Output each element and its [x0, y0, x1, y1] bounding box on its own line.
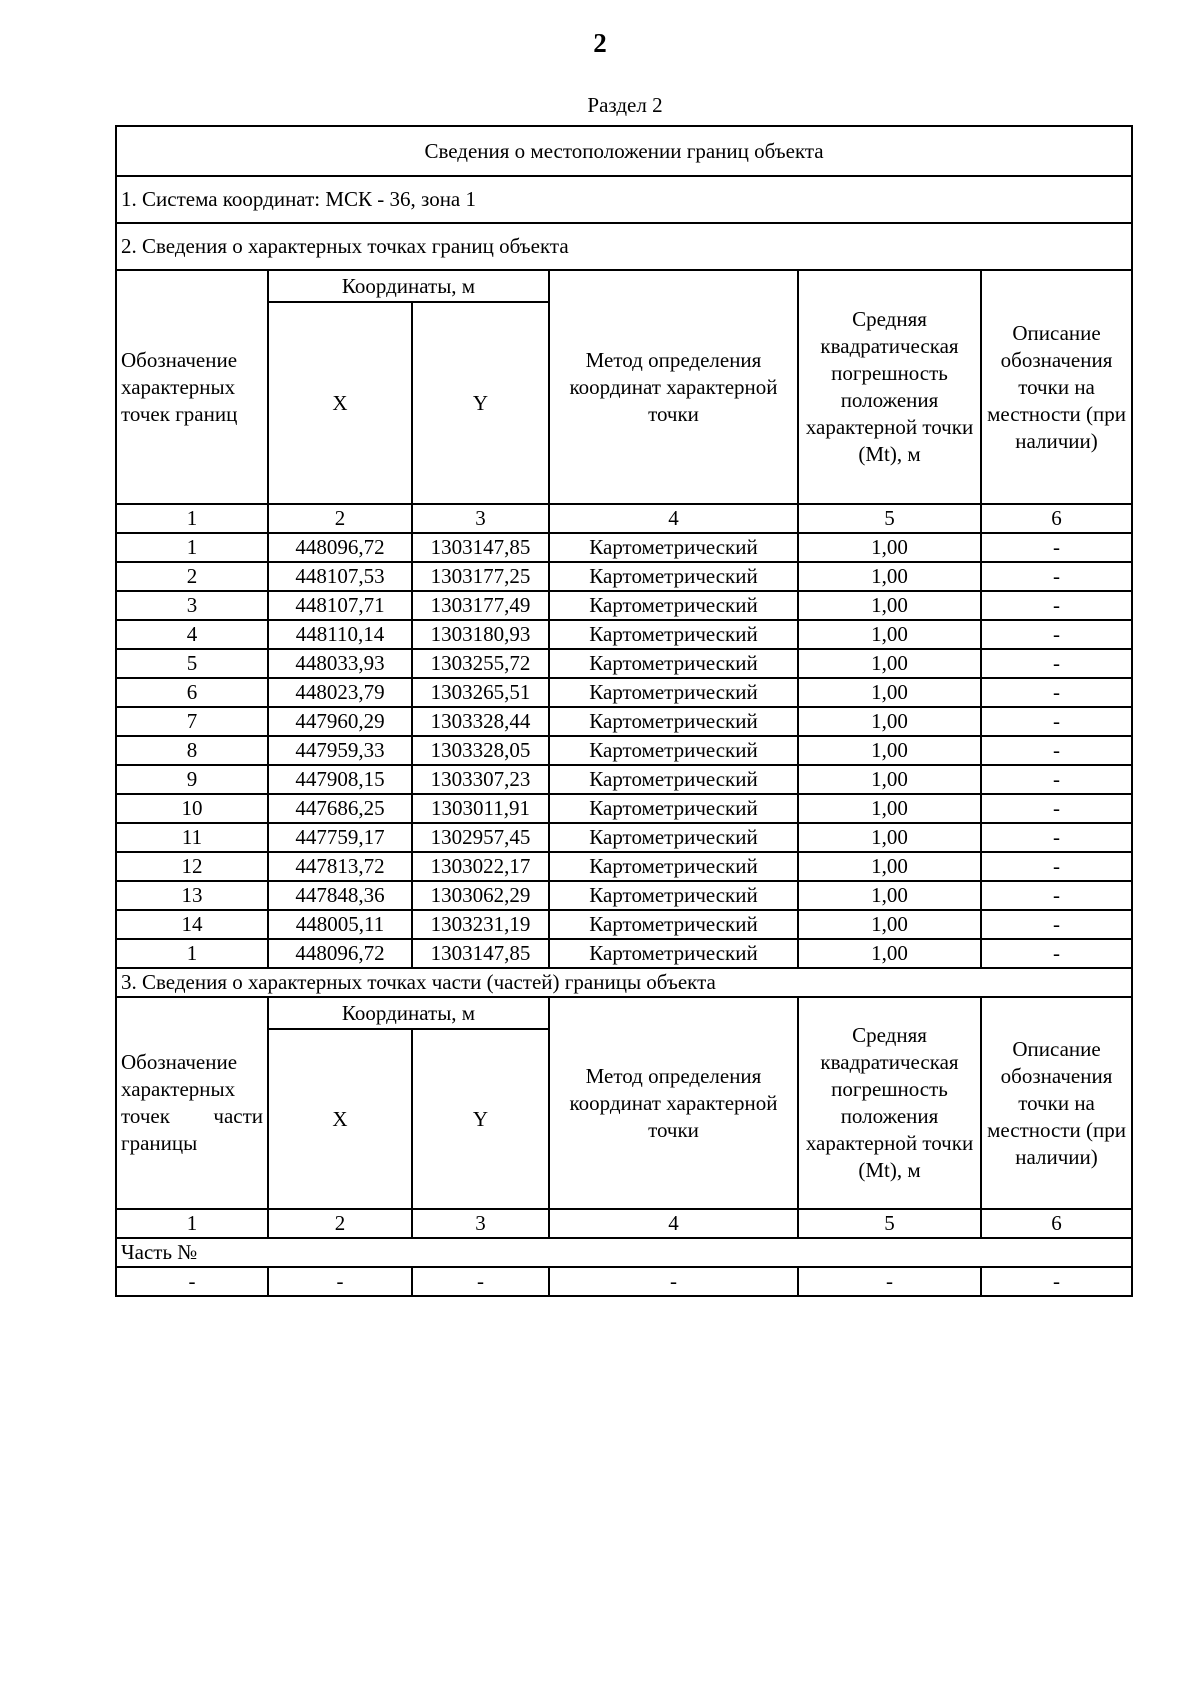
- s2-cell: 1303177,49: [412, 591, 549, 620]
- s2-header-description: Описание обозначения точки на местности (при наличии): [981, 270, 1132, 504]
- table-row: [116, 852, 1132, 881]
- section3-title: 3. Сведения о характерных точках части (частей) границы объекта: [116, 968, 1132, 997]
- s2-cell: Картометрический: [549, 649, 798, 678]
- s3-cell: -: [981, 1267, 1132, 1296]
- table-row: [116, 881, 1132, 910]
- s2-cell: 448005,11: [268, 910, 412, 939]
- table-row: [116, 736, 1132, 765]
- page-number: 2: [593, 28, 607, 58]
- s2-cell: -: [981, 678, 1132, 707]
- s2-cell: 1,00: [798, 562, 981, 591]
- s2-cell: 12: [116, 852, 268, 881]
- s2-cell: 1303011,91: [412, 794, 549, 823]
- s2-header-coordinates: Координаты, м: [268, 270, 549, 302]
- s2-cell: 1,00: [798, 649, 981, 678]
- s2-cell: Картометрический: [549, 910, 798, 939]
- table-row: [116, 765, 1132, 794]
- s2-cell: 1303328,44: [412, 707, 549, 736]
- s2-cell: 11: [116, 823, 268, 852]
- s2-cell: 1,00: [798, 591, 981, 620]
- s2-cell: 1303147,85: [412, 939, 549, 968]
- s2-cell: 1: [116, 939, 268, 968]
- s2-colnum-2: 2: [268, 504, 412, 533]
- s2-cell: -: [981, 939, 1132, 968]
- s3-colnum-6: 6: [981, 1209, 1132, 1238]
- s2-cell: Картометрический: [549, 591, 798, 620]
- s2-cell: 447959,33: [268, 736, 412, 765]
- s3-header-error: Средняя квадратическая погрешность положения характерной точки (Mt), м: [798, 997, 981, 1209]
- s2-cell: 1,00: [798, 939, 981, 968]
- s2-cell: 447686,25: [268, 794, 412, 823]
- s2-cell: Картометрический: [549, 823, 798, 852]
- s2-cell: 13: [116, 881, 268, 910]
- s2-colnum-5: 5: [798, 504, 981, 533]
- s2-cell: -: [981, 591, 1132, 620]
- s2-cell: 2: [116, 562, 268, 591]
- s2-cell: 1303180,93: [412, 620, 549, 649]
- table-row: [116, 678, 1132, 707]
- s2-cell: Картометрический: [549, 707, 798, 736]
- s2-cell: 1,00: [798, 533, 981, 562]
- s2-cell: 448096,72: [268, 939, 412, 968]
- table-row: [116, 649, 1132, 678]
- s2-cell: 5: [116, 649, 268, 678]
- s2-cell: 447759,17: [268, 823, 412, 852]
- s2-cell: 1,00: [798, 620, 981, 649]
- s2-cell: 1,00: [798, 707, 981, 736]
- table-row: [116, 1267, 1132, 1296]
- s2-cell: -: [981, 707, 1132, 736]
- s2-cell: 447813,72: [268, 852, 412, 881]
- table-row: [116, 591, 1132, 620]
- table-row: [116, 533, 1132, 562]
- s3-colnum-5: 5: [798, 1209, 981, 1238]
- s3-cell: -: [268, 1267, 412, 1296]
- s2-cell: Картометрический: [549, 765, 798, 794]
- s2-cell: 448023,79: [268, 678, 412, 707]
- s2-cell: 1303265,51: [412, 678, 549, 707]
- s2-header-x: X: [268, 302, 412, 504]
- s2-cell: Картометрический: [549, 939, 798, 968]
- s3-part-label: Часть №: [116, 1238, 1132, 1267]
- s2-cell: 1: [116, 533, 268, 562]
- s3-header-description: Описание обозначения точки на местности (при наличии): [981, 997, 1132, 1209]
- table-row: [116, 707, 1132, 736]
- s2-cell: -: [981, 533, 1132, 562]
- s2-cell: 4: [116, 620, 268, 649]
- coordinate-system: 1. Система координат: МСК - 36, зона 1: [116, 176, 1132, 223]
- s3-colnum-1: 1: [116, 1209, 268, 1238]
- s2-colnum-1: 1: [116, 504, 268, 533]
- s2-cell: 448107,71: [268, 591, 412, 620]
- table-row: [116, 823, 1132, 852]
- table-row: [116, 939, 1132, 968]
- s2-cell: 3: [116, 591, 268, 620]
- s3-header-x: X: [268, 1029, 412, 1209]
- s3-header-method: Метод определения координат характерной точки: [549, 997, 798, 1209]
- s2-cell: -: [981, 794, 1132, 823]
- s2-cell: 1303255,72: [412, 649, 549, 678]
- s2-cell: 6: [116, 678, 268, 707]
- s3-header-coordinates: Координаты, м: [268, 997, 549, 1029]
- s3-header-y: Y: [412, 1029, 549, 1209]
- s2-cell: -: [981, 562, 1132, 591]
- s2-cell: 447960,29: [268, 707, 412, 736]
- s2-cell: 448033,93: [268, 649, 412, 678]
- s2-cell: 447908,15: [268, 765, 412, 794]
- s2-cell: -: [981, 910, 1132, 939]
- s2-cell: 1,00: [798, 736, 981, 765]
- section2-title: 2. Сведения о характерных точках границ объекта: [116, 223, 1132, 270]
- table-row: [116, 794, 1132, 823]
- s2-header-error: Средняя квадратическая погрешность положения характерной точки (Mt), м: [798, 270, 981, 504]
- boundary-table: [115, 125, 1133, 1297]
- s2-cell: 1,00: [798, 794, 981, 823]
- s2-cell: Картометрический: [549, 562, 798, 591]
- s2-cell: 8: [116, 736, 268, 765]
- s2-cell: -: [981, 765, 1132, 794]
- s2-cell: 1303231,19: [412, 910, 549, 939]
- s3-colnum-2: 2: [268, 1209, 412, 1238]
- s2-cell: 1303147,85: [412, 533, 549, 562]
- s2-cell: 1,00: [798, 881, 981, 910]
- s2-cell: Картометрический: [549, 794, 798, 823]
- s2-cell: -: [981, 736, 1132, 765]
- s2-cell: 448107,53: [268, 562, 412, 591]
- s2-cell: 1303022,17: [412, 852, 549, 881]
- s3-cell: -: [798, 1267, 981, 1296]
- s2-cell: 1,00: [798, 678, 981, 707]
- s2-cell: Картометрический: [549, 678, 798, 707]
- s2-cell: Картометрический: [549, 620, 798, 649]
- s2-header-point-designation: Обозначение характерных точек границ: [116, 270, 268, 504]
- s2-cell: 448110,14: [268, 620, 412, 649]
- s2-cell: 1302957,45: [412, 823, 549, 852]
- table-row: [116, 910, 1132, 939]
- s2-cell: Картометрический: [549, 533, 798, 562]
- s2-cell: 10: [116, 794, 268, 823]
- s2-cell: -: [981, 881, 1132, 910]
- s2-cell: 1303062,29: [412, 881, 549, 910]
- s2-cell: 1,00: [798, 852, 981, 881]
- table-title: Сведения о местоположении границ объекта: [116, 126, 1132, 176]
- s3-colnum-4: 4: [549, 1209, 798, 1238]
- s2-cell: 1,00: [798, 765, 981, 794]
- s2-cell: -: [981, 649, 1132, 678]
- s3-cell: -: [412, 1267, 549, 1296]
- s3-cell: -: [549, 1267, 798, 1296]
- table-row: [116, 620, 1132, 649]
- s2-cell: 1303328,05: [412, 736, 549, 765]
- s2-cell: 9: [116, 765, 268, 794]
- s2-header-y: Y: [412, 302, 549, 504]
- s2-cell: 1,00: [798, 910, 981, 939]
- s2-cell: 1,00: [798, 823, 981, 852]
- s2-cell: 1303307,23: [412, 765, 549, 794]
- s2-cell: -: [981, 620, 1132, 649]
- s2-cell: Картометрический: [549, 736, 798, 765]
- s2-colnum-3: 3: [412, 504, 549, 533]
- s3-colnum-3: 3: [412, 1209, 549, 1238]
- s2-colnum-4: 4: [549, 504, 798, 533]
- s2-cell: 1303177,25: [412, 562, 549, 591]
- table-row: [116, 562, 1132, 591]
- s2-header-method: Метод определения координат характерной точки: [549, 270, 798, 504]
- s2-cell: 447848,36: [268, 881, 412, 910]
- s2-cell: Картометрический: [549, 852, 798, 881]
- s2-colnum-6: 6: [981, 504, 1132, 533]
- s2-cell: 14: [116, 910, 268, 939]
- s2-cell: 448096,72: [268, 533, 412, 562]
- s2-cell: -: [981, 852, 1132, 881]
- section-label: Раздел 2: [587, 93, 663, 117]
- s2-cell: -: [981, 823, 1132, 852]
- s2-cell: Картометрический: [549, 881, 798, 910]
- s3-header-point-designation: Обозначение характерных точек части границы: [116, 997, 268, 1209]
- s3-cell: -: [116, 1267, 268, 1296]
- s2-cell: 7: [116, 707, 268, 736]
